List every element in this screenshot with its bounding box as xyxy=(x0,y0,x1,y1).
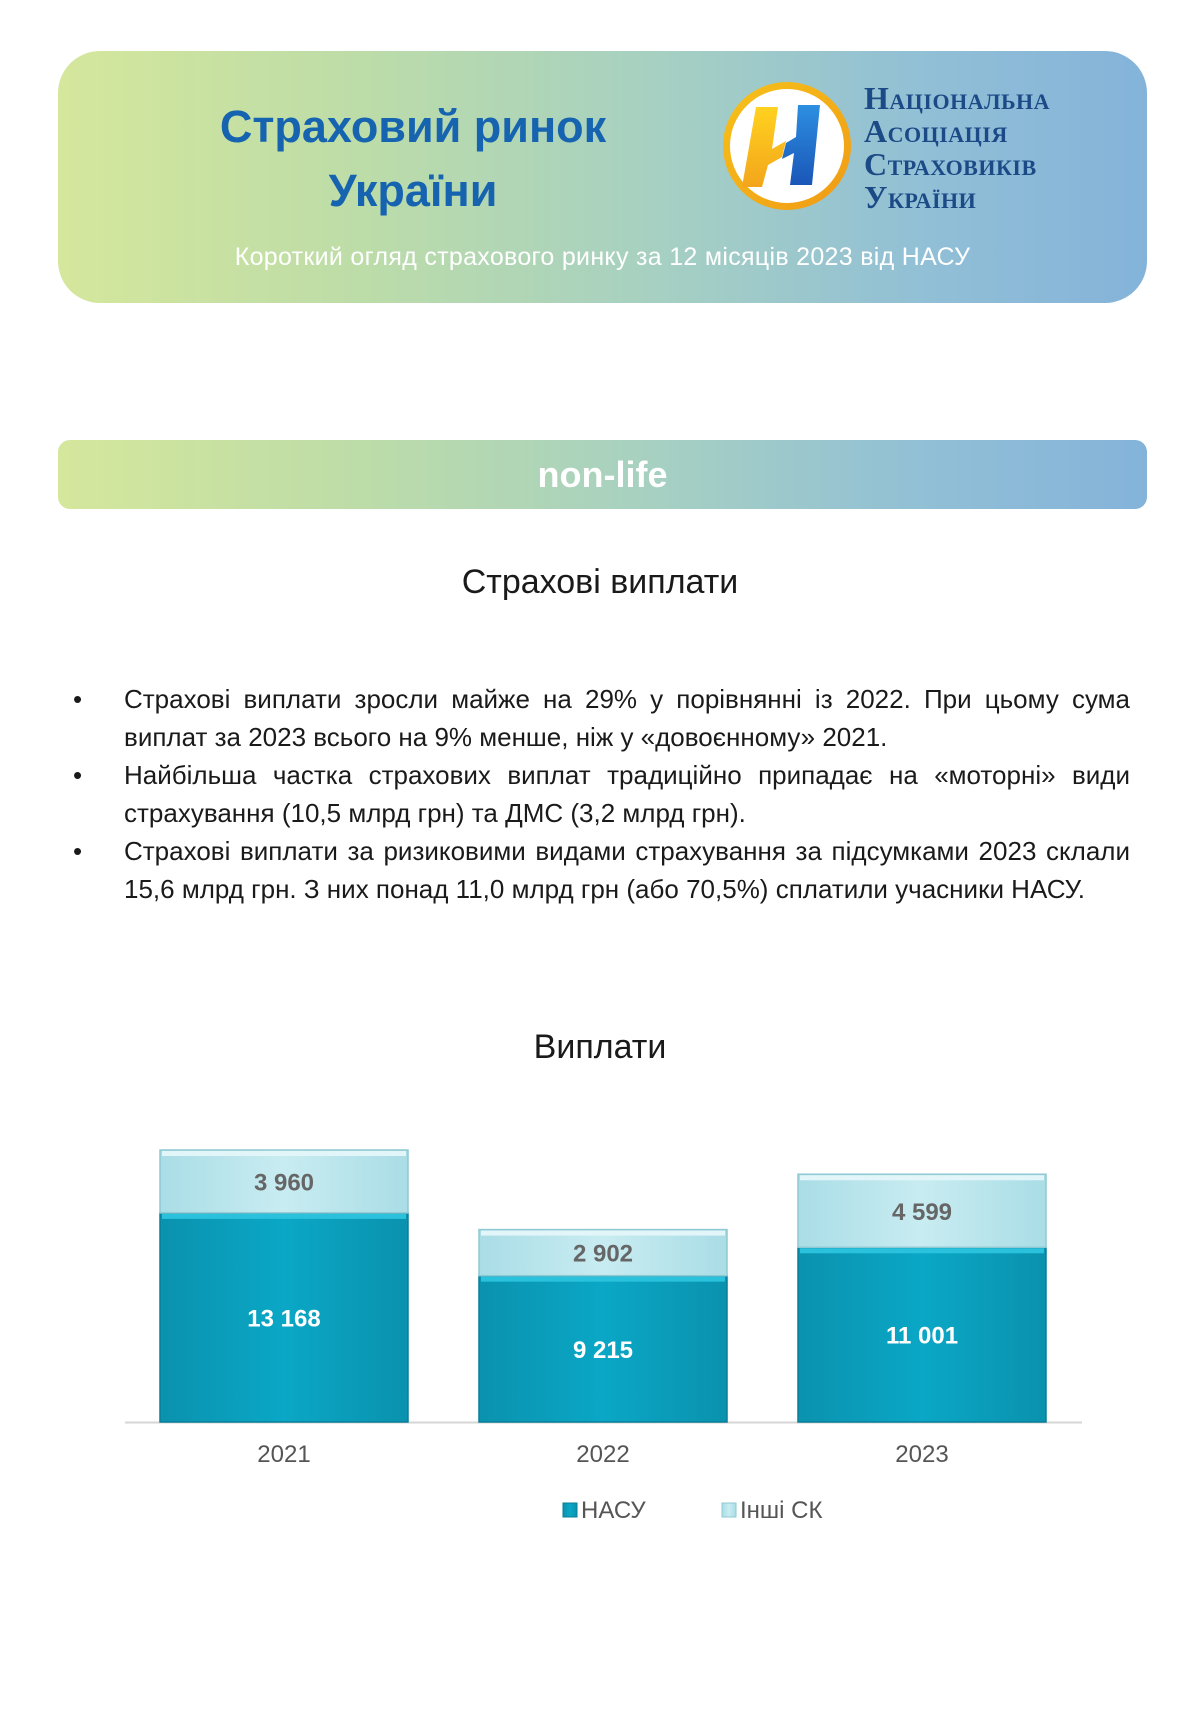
chart-data-label: 11 001 xyxy=(885,1322,959,1350)
chart-bar-highlight xyxy=(481,1277,725,1282)
logo-text-line4: України xyxy=(864,179,977,215)
chart-legend-label: Інші СК xyxy=(740,1497,823,1524)
chart-bar-highlight xyxy=(162,1151,406,1156)
chart-title: Виплати xyxy=(533,1028,667,1066)
chart-data-label: 3 960 xyxy=(253,1169,315,1197)
chart-x-tick-label: 2023 xyxy=(895,1441,949,1468)
section-label: non-life xyxy=(537,454,668,495)
chart-legend-swatch xyxy=(563,1503,577,1517)
logo-text-line2: Асоціація xyxy=(864,113,1008,149)
list-item-text: Страхові виплати за ризиковими видами страхування за підсумками 2023 склали 15,6 млрд грн. З них понад 11,0 млрд грн (або 70,5%) сплатили учасники НАСУ. xyxy=(124,836,1130,904)
page-subtitle: Короткий огляд страхового ринку за 12 місяців 2023 від НАСУ xyxy=(234,243,971,271)
chart-data-label: 2 902 xyxy=(572,1240,634,1268)
bullet-icon: • xyxy=(73,684,83,714)
chart-data-label: 9 215 xyxy=(572,1336,634,1364)
logo-text-line3: Страховиків xyxy=(864,146,1037,182)
chart-bar-highlight xyxy=(162,1214,406,1219)
chart-x-tick-label: 2021 xyxy=(257,1441,311,1468)
chart-data-label: 4 599 xyxy=(891,1198,953,1226)
logo-text-line1: Національна xyxy=(864,80,1051,116)
chart-bar-highlight xyxy=(800,1248,1044,1253)
chart-data-label: 13 168 xyxy=(247,1305,321,1333)
list-item-text: Страхові виплати зросли майже на 29% у порівнянні із 2022. При цьому сума виплат за 2023 всього на 9% менше, ніж у «довоєнному» 2021. xyxy=(124,684,1130,752)
chart-bar-highlight xyxy=(800,1175,1044,1180)
page-title-line1: Страховий ринок xyxy=(219,101,607,152)
bullet-icon: • xyxy=(73,760,83,790)
chart-legend-label: НАСУ xyxy=(581,1497,646,1524)
bullet-icon: • xyxy=(73,836,83,866)
section-heading: Страхові виплати xyxy=(461,563,739,601)
list-item-text: Найбільша частка страхових виплат традиційно припадає на «моторні» види страхування (10,5 млрд грн) та ДМС (3,2 млрд грн). xyxy=(124,760,1130,828)
chart-bar-highlight xyxy=(481,1231,725,1236)
chart-legend-swatch xyxy=(722,1503,736,1517)
chart-x-tick-label: 2022 xyxy=(576,1441,630,1468)
page-title-line2: України xyxy=(328,165,498,216)
